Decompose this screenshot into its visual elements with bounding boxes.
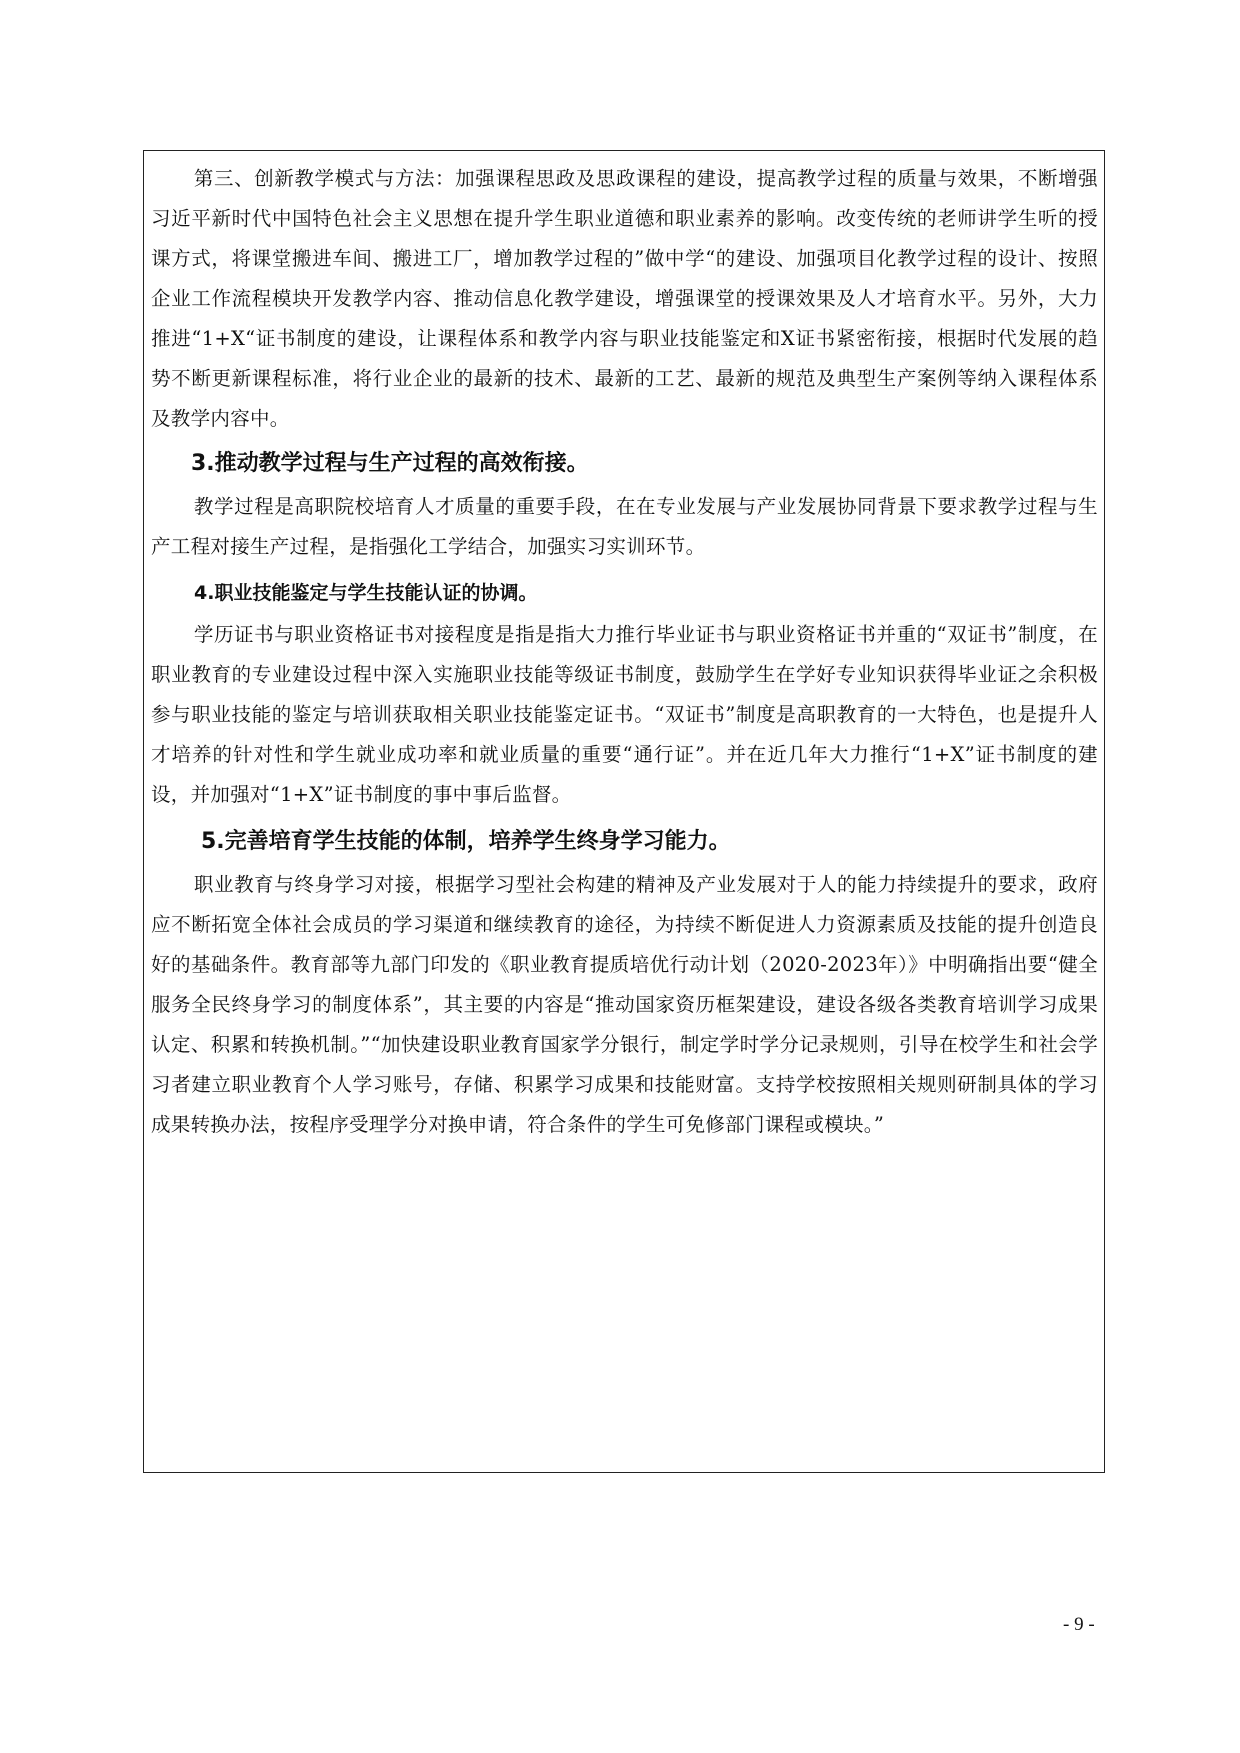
paragraph-teaching-mode: 第三、创新教学模式与方法：加强课程思政及思政课程的建设，提高教学过程的质量与效果，不断增强习近平新时代中国特色社会主义思想在提升学生职业道德和职业素养的影响。改变传统的老师讲学生听的授课方式，将课堂搬进车间、搬进工厂，增加教学过程的”做中学“的建设、加强项目化教学过程的设计、按照企业工作流程模块开发教学内容、推动信息化教学建设，增强课堂的授课效果及人才培育水平。另外，大力推进“1+X“证书制度的建设，让课程体系和教学内容与职业技能鉴定和X证书紧密衔接，根据时代发展的趋势不断更新课程标准，将行业企业的最新的技术、最新的工艺、最新的规范及典型生产案例等纳入课程体系及教学内容中。 (151, 167, 1098, 430)
paragraph-lifelong-learning: 职业教育与终身学习对接，根据学习型社会构建的精神及产业发展对于人的能力持续提升的要求，政府应不断拓宽全体社会成员的学习渠道和继续教育的途径，为持续不断促进人力资源素质及技能的提升创造良好的基础条件。教育部等九部门印发的《职业教育提质培优行动计划（2020-2023年）》中明确指出要“健全服务全民终身学习的制度体系”，其主要的内容是“推动国家资历框架建设，建设各级各类教育培训学习成果认定、积累和转换机制。”“加快建设职业教育国家学分银行，制定学时学分记录规则，引导在校学生和社会学习者建立职业教育个人学习账号，存储、积累学习成果和技能财富。支持学校按照相关规则研制具体的学习成果转换办法，按程序受理学分对换申请，符合条件的学生可免修部门课程或模块。” (151, 873, 1098, 1136)
paragraph-teaching-production: 教学过程是高职院校培育人才质量的重要手段，在在专业发展与产业发展协同背景下要求教学过程与生产工程对接生产过程，是指强化工学结合，加强实习实训环节。 (151, 495, 1098, 558)
heading-section-3: 3.推动教学过程与生产过程的高效衔接。 (191, 451, 589, 476)
heading-section-5: 5.完善培育学生技能的体制，培养学生终身学习能力。 (201, 829, 731, 854)
paragraph-dual-certificate: 学历证书与职业资格证书对接程度是指是指大力推行毕业证书与职业资格证书并重的“双证书”制度，在职业教育的专业建设过程中深入实施职业技能等级证书制度，鼓励学生在学好专业知识获得毕业证之余积极参与职业技能的鉴定与培训获取相关职业技能鉴定证书。“双证书”制度是高职教育的一大特色，也是提升人才培养的针对性和学生就业成功率和就业质量的重要“通行证”。并在近几年大力推行“1+X”证书制度的建设，并加强对“1+X”证书制度的事中事后监督。 (151, 623, 1098, 806)
heading-section-4: 4.职业技能鉴定与学生技能认证的协调。 (194, 582, 538, 604)
content-table-cell (143, 150, 1105, 1473)
page-number: - 9 - (1063, 1614, 1095, 1635)
